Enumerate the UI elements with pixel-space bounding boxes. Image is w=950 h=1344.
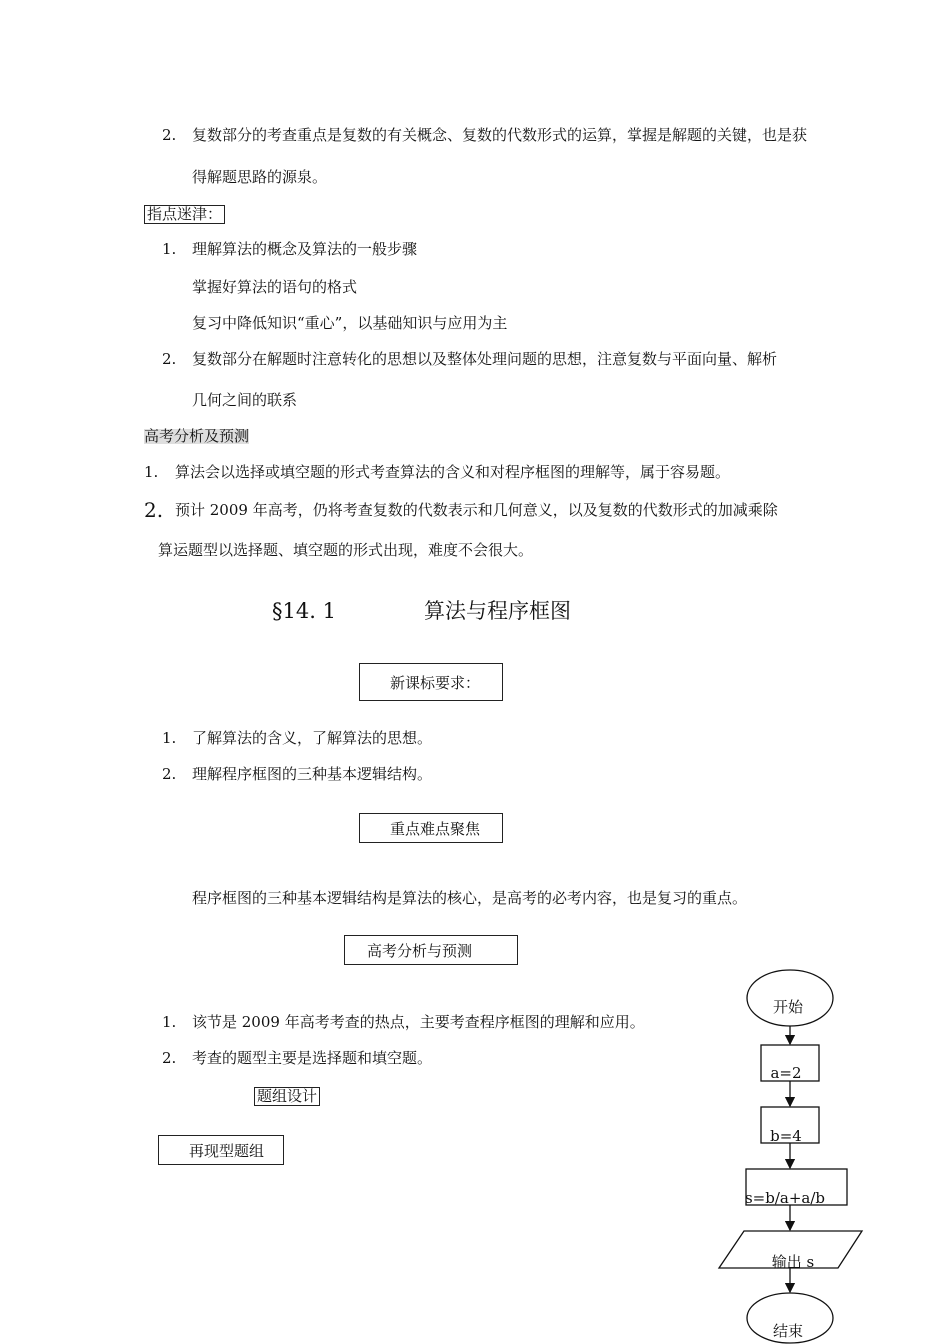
design-heading: 题组设计	[254, 1087, 320, 1106]
flowchart	[700, 960, 880, 1344]
focus-text: 程序框图的三种基本逻辑结构是算法的核心，是高考的必考内容，也是复习的重点。	[192, 889, 748, 907]
paragraph-line: 复数部分的考查重点是复数的有关概念、复数的代数形式的运算，掌握是解题的关键，也是获	[192, 126, 808, 144]
focus-heading: 重点难点聚焦	[390, 819, 481, 838]
tips-item: 几何之间的联系	[192, 391, 298, 409]
forecast-item: 该节是 2009 年高考考查的热点，主要考查程序框图的理解和应用。	[192, 1013, 645, 1031]
requirements-item: 理解程序框图的三种基本逻辑结构。	[192, 765, 433, 783]
flowchart-step3-label: s=b/a+a/b	[744, 1189, 826, 1207]
section-number: §14. 1	[272, 599, 336, 623]
list-number: 2.	[144, 498, 164, 522]
analysis-item: 预计 2009 年高考，仍将考查复数的代数表示和几何意义，以及复数的代数形式的加减乘除	[175, 501, 778, 519]
analysis-heading: 高考分析及预测	[144, 427, 250, 445]
paragraph-line: 得解题思路的源泉。	[192, 168, 328, 186]
tips-heading: 指点迷津：	[144, 205, 225, 224]
list-number: 1.	[144, 463, 159, 481]
list-number: 1.	[162, 1013, 177, 1031]
section-title: 算法与程序框图	[424, 599, 571, 623]
list-number: 2.	[162, 126, 177, 144]
flowchart-step2-label: b=4	[770, 1127, 802, 1145]
tips-item: 掌握好算法的语句的格式	[192, 278, 358, 296]
list-number: 1.	[162, 729, 177, 747]
forecast-heading: 高考分析与预测	[367, 941, 473, 960]
reproduce-heading-box	[158, 1135, 284, 1165]
flowchart-start-label: 开始	[772, 998, 804, 1016]
list-number: 2.	[162, 765, 177, 783]
flowchart-step1-label: a=2	[770, 1064, 802, 1082]
requirements-heading: 新课标要求：	[390, 673, 481, 692]
list-number: 1.	[162, 240, 177, 258]
requirements-heading-box	[359, 663, 503, 701]
analysis-item: 算运题型以选择题、填空题的形式出现，难度不会很大。	[158, 541, 534, 559]
flowchart-end-label: 结束	[772, 1322, 804, 1340]
tips-item: 复数部分在解题时注意转化的思想以及整体处理问题的思想，注意复数与平面向量、解析	[192, 350, 778, 368]
tips-item: 理解算法的概念及算法的一般步骤	[192, 240, 418, 258]
analysis-item: 算法会以选择或填空题的形式考查算法的含义和对程序框图的理解等，属于容易题。	[175, 463, 731, 481]
tips-item: 复习中降低知识“重心”，以基础知识与应用为主	[192, 314, 508, 332]
forecast-heading-box	[344, 935, 518, 965]
focus-heading-box	[359, 813, 503, 843]
forecast-item: 考查的题型主要是选择题和填空题。	[192, 1049, 433, 1067]
flowchart-output-label: 输出 s	[771, 1253, 815, 1271]
list-number: 2.	[162, 1049, 177, 1067]
requirements-item: 了解算法的含义，了解算法的思想。	[192, 729, 433, 747]
reproduce-heading: 再现型题组	[189, 1141, 265, 1160]
list-number: 2.	[162, 350, 177, 368]
